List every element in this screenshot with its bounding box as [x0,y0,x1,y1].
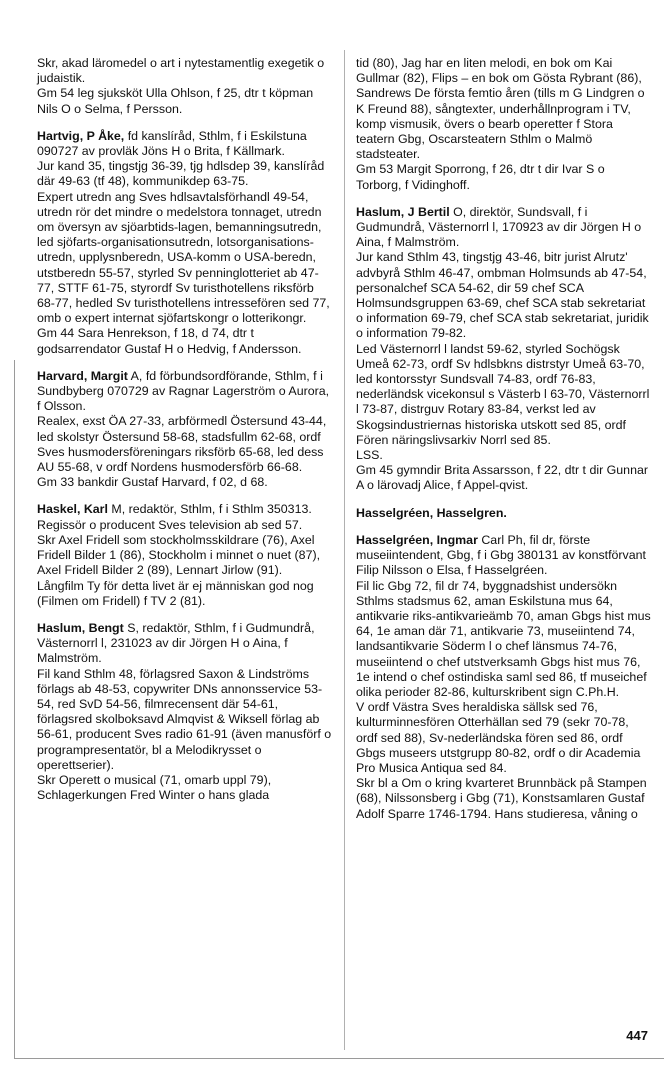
entry-summary: A, fd förbundsordförande, Sthlm, f i Sundbyberg 070729 av Ragnar Lagerström o Aurora, f Olsson. [37,368,330,414]
entry-heading [37,369,333,415]
right-column [356,56,652,834]
entry-paragraph: Skr Axel Fridell som stockholmsskildrare (76), Axel Fridell Bilder 1 (86), Stockholm i minnet o nuet (87), Axel Fridell Bilder 2 (89), Lennart Jirlow (91). [37,532,321,578]
entry-paragraph: Gm 54 leg sjuksköt Ulla Ohlson, f 25, dtr t köpman Nils O o Selma, f Persson. [37,86,314,116]
entry-paragraph: Led Västernorrl l landst 59-62, styrled Sochögsk Umeå 62-73, ordf Sv hdlsbkns distrstyr Umeå 63-70, led kontorsstyr Sundsvall 74-83, ordf 76-83, nederländsk vicekonsul s Västerb l 63-70, Västernorrl l 73-87, distrguv Rotary 83-84, verkst led av Skogsindustriernas historiska utskott sed 85, ordf Fören näringslivsarkiv Norrl sed 85. [356,341,650,447]
entry-heading [356,533,652,579]
entry-paragraph: Fil kand Sthlm 48, förlagsred Saxon & Lindströms förlags ab 48-53, copywriter DNs annonsservice 53-54, red SvD 54-56, filmrecensent där 54-61, förlagsred skolboksavd Almqvist & Wiksell förlag ab 56-61, producent Sves radio 61-91 (även manusförf o programpresentatör, bl a Melodikrysset o operettserier). [37,666,332,772]
entry-paragraph: Skr, akad läromedel o art i nytestamentlig exegetik o judaistik. [37,56,325,86]
page-edge-rule-bottom [14,1058,664,1059]
entry-paragraph: Fil lic Gbg 72, fil dr 74, byggnadshist undersökn Sthlms stadsmus 62, aman Eskilstuna mus 64, antikvarie riks-antikvarieämb 70, aman Gbgs hist mus 64, 1e aman där 71, antikvarie 73, museiintend 74, landsantikvarie Söderm l o chef länsmus 74-76, museiintend o chef utstverksamh Gbgs hist mus 76, 1e intend o chef ostindiska saml sed 86, tf museichef olika perioder 82-86, kulturskribent sign C.Ph.H. [356,578,651,699]
entry-paragraph: Gm 44 Sara Henrekson, f 18, d 74, dtr t godsarrendator Gustaf H o Hedvig, f Andersson. [37,326,302,356]
entry-name: Haslum, [356,204,405,219]
entry-paragraph: Regissör o producent Sves television ab sed 57. [37,517,303,532]
entry-paragraph: Långfilm Ty för detta livet är ej människan god nog (Filmen om Fridell) f TV 2 (81). [37,578,314,608]
entry-summary: fd kanslíråd, Sthlm, f i Eskilstuna 090727 av provläk Jöns H o Brita, f Källmark. [37,128,307,159]
entry-summary: Carl Ph, fil dr, förste museiintendent, Gbg, f i Gbg 380131 av konstförvant Filip Nilsson o Elsa, f Hasselgréen. [356,532,646,578]
entry-paragraph: Skr Operett o musical (71, omarb uppl 79), Schlagerkungen Fred Winter o hans glada [37,772,272,803]
entry-name: Hartvig, [37,128,84,143]
page-number: 447 [626,1028,648,1043]
biography-entry [356,533,652,822]
biography-entry [356,56,652,193]
entry-paragraph: tid (80), Jag har en liten melodi, en bok om Kai Gullmar (82), Flips – en bok om Gösta Rybrant (86), Sandrews De första femtio åren (tills m G Lindgren o K Freund 88), sångtexter, underhållnprogram i TV, komp vismusik, övers o bearb operetter f Stora teatern Gbg, Oscarsteatern Sthlm o Malmö stadsteater. [356,56,645,162]
entry-heading [356,205,652,251]
biography-entry [37,502,333,608]
entry-paragraph: Jur kand 35, tingstjg 36-39, tjg hdlsdep 39, kanslíråd där 49-63 (tf 48), kommunikdep 63-75. [37,159,325,189]
biography-entry [37,369,333,491]
entry-summary: O, direktör, Sundsvall, f i Gudmundrå, Västernorrl l, 170923 av dir Jörgen H o Aina, f Malmström. [356,204,642,250]
entry-heading [37,621,333,667]
entry-name: Haskel, Karl [37,502,108,517]
entry-paragraph: V ordf Västra Sves heraldiska sällsk sed 76, kulturminnesfören Otterhällan sed 79 (sekr 70-78, ordf sed 88), Sv-nederländska fören sed 86, ordf Gbgs museers utstgrupp 80-82, ordf o dir Academia Pro Musica Antiqua sed 84. [356,700,641,775]
column-divider [344,50,345,1050]
entry-name: Harvard, Margit [37,368,128,383]
entry-name: Hasselgréen, Ingmar [356,532,478,547]
entry-paragraph: Jur kand Sthlm 43, tingstjg 43-46, bitr jurist Alrutz' advbyrå Sthlm 46-47, ombman Holmsunds ab 47-54, personalchef SCA 54-62, dir 59 chef SCA Holmsundsgruppen 63-69, chef SCA stab sekretariat o information 69-79, chef SCA stab sekretariat, juridik o information 79-82. [356,250,649,341]
biography-entry [37,129,333,357]
entry-paragraph: Gm 53 Margit Sporrong, f 26, dtr t dir Ivar S o Torborg, f Vidinghoff. [356,162,605,192]
entry-name: Hasselgréen, Hasselgren. [356,505,507,520]
entry-paragraph: Skr bl a Om o kring kvarteret Brunnbäck på Stampen (68), Nilssonsberg i Gbg (71), Konstsamlaren Gustaf Adolf Sparre 1746-1794. Hans studieresa, våning o [356,776,647,821]
entry-summary: M, redaktör, Sthlm, f i Sthlm 350313. [107,502,312,517]
left-column [37,56,333,815]
entry-heading [37,502,333,517]
page-edge-rule-left [14,360,15,1058]
biography-entry [356,205,652,494]
biography-entry [356,506,652,521]
entry-given-name: P Åke, [86,128,125,143]
biography-entry [37,621,333,803]
entry-paragraph: Realex, exst ÖA 27-33, arbförmedl Östersund 43-44, led skolstyr Östersund 58-68, stadsfullm 62-68, ordf Sves husmodersföreningars riksförb 65-68, led dess AU 55-68, v ordf Nordens husmodersförb 66-68. [37,414,327,475]
entry-paragraph: LSS. [356,448,383,463]
entry-paragraph: Gm 33 bankdir Gustaf Harvard, f 02, d 68. [37,475,268,490]
entry-paragraph: Gm 45 gymndir Brita Assarsson, f 22, dtr t dir Gunnar A o lärovadj Alice, f Appel-qvist. [356,463,648,493]
entry-summary: S, redaktör, Sthlm, f i Gudmundrå, Västernorrl l, 231023 av dir Jörgen H o Aina, f Malmström. [37,620,315,666]
entry-name: Haslum, Bengt [37,620,124,635]
entry-given-name: J Bertil [407,204,450,219]
entry-paragraph: Expert utredn ang Sves hdlsavtalsförhandl 49-54, utredn rör det mindre o medelstora tonnaget, utredn om översyn av sjöarbtids-lagen, bemanningsutredn, led sjöfarts-organisationsutredn, lotsorganisations-utredn, upplysnberedn, USA-komm o USA-beredn, utstberedn 55-57, styrled Sv penninglotteriet ab 47-77, STTF 61-75, styrordf Sv turisthotellens riksförb 68-77, hedled Sv turisthotellens intressefören sed 77, omb o expert internat sjöfartskongr o lotterikongr. [37,189,330,326]
entry-heading [356,506,652,521]
entry-heading [37,129,333,159]
biography-entry [37,56,333,117]
